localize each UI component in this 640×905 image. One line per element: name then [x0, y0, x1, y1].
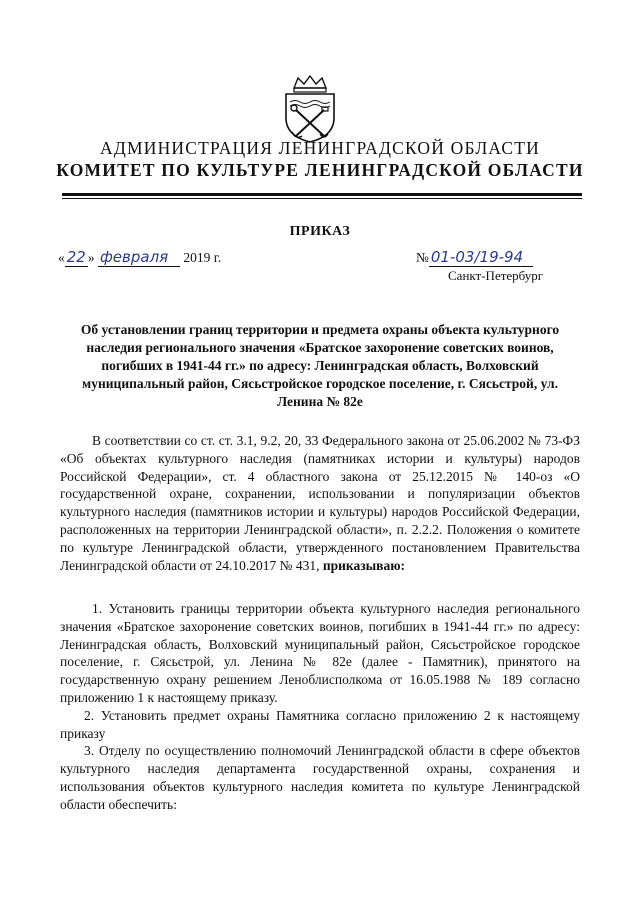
number-label: № [416, 250, 429, 265]
number-value: 01-03/19-94 [429, 248, 533, 267]
order-item-3: 3. Отделу по осуществлению полномочий Ленинградской области в сфере объектов культурного наследия департамента государственной охраны, сохранения и использования объектов культурного наследия комитета по культуре Ленинградской области обеспечить: [60, 743, 580, 812]
coat-of-arms-icon [280, 74, 340, 144]
date-year: 2019 г. [183, 250, 222, 265]
document-date [58, 248, 221, 267]
committee-name: КОМИТЕТ ПО КУЛЬТУРЕ ЛЕНИНГРАДСКОЙ ОБЛАСТИ [56, 160, 584, 180]
document-number [416, 248, 533, 267]
document-city: Санкт-Петербург [448, 268, 544, 283]
date-quote-close: » [87, 250, 95, 265]
document-type: ПРИКАЗ [289, 224, 351, 239]
order-item-2: 2. Установить предмет охраны Памятника согласно приложению 2 к настоящему приказу [60, 707, 580, 741]
preamble-text: В соответствии со ст. ст. 3.1, 9.2, 20, 33 Федерального закона от 25.06.2002 № 73-ФЗ «Об объектах культурного наследия (памятниках истории и культуры) народов Российской Федерации», ст. 4 областного закона от 25.12.2015 № 140-оз «О государственной охране, сохранении, использовании и популяризации объектов культурного наследия (памятников истории и культуры) народов Российской Федерации, расположенных на территории Ленинградской области», п. 2.2.2. Положения о комитете по культуре Ленинградской области, утвержденного постановлением Правительства Ленинградской области от 24.10.2017 № 431, [60, 433, 580, 573]
order-word: приказываю: [322, 557, 406, 573]
date-quote-open: « [58, 250, 65, 265]
date-day: 22 [66, 248, 86, 266]
order-items [60, 600, 580, 814]
header-divider-thick [62, 193, 582, 196]
date-month: февраля [98, 248, 180, 267]
document-title: Об установлении границ территории и предмета охраны объекта культурного наследия регионального значения «Братское захоронение советских воинов, погибших в 1941-44 гг.» по адресу: Ленинградская область, Волховский муниципальный район, Сясьстройское городское поселение, г. Сясьстрой, ул. Ленина № 82е [80, 322, 560, 409]
preamble [60, 432, 580, 574]
order-item-1: 1. Установить границы территории объекта культурного наследия регионального значения «Братское захоронение советских воинов, погибших в 1941-44 гг.» по адресу: Ленинградская область, Волховский муниципальный район, Сясьстройское городское поселение, г. Сясьстрой, ул. Ленина № 82е (далее - Памятник), принятого на государственную охрану решением Леноблисполкома от 16.05.1988 № 189 согласно приложению 1 к настоящему приказу. [60, 601, 580, 705]
header-divider-thin [62, 198, 582, 199]
organization-name: АДМИНИСТРАЦИЯ ЛЕНИНГРАДСКОЙ ОБЛАСТИ [100, 138, 540, 158]
